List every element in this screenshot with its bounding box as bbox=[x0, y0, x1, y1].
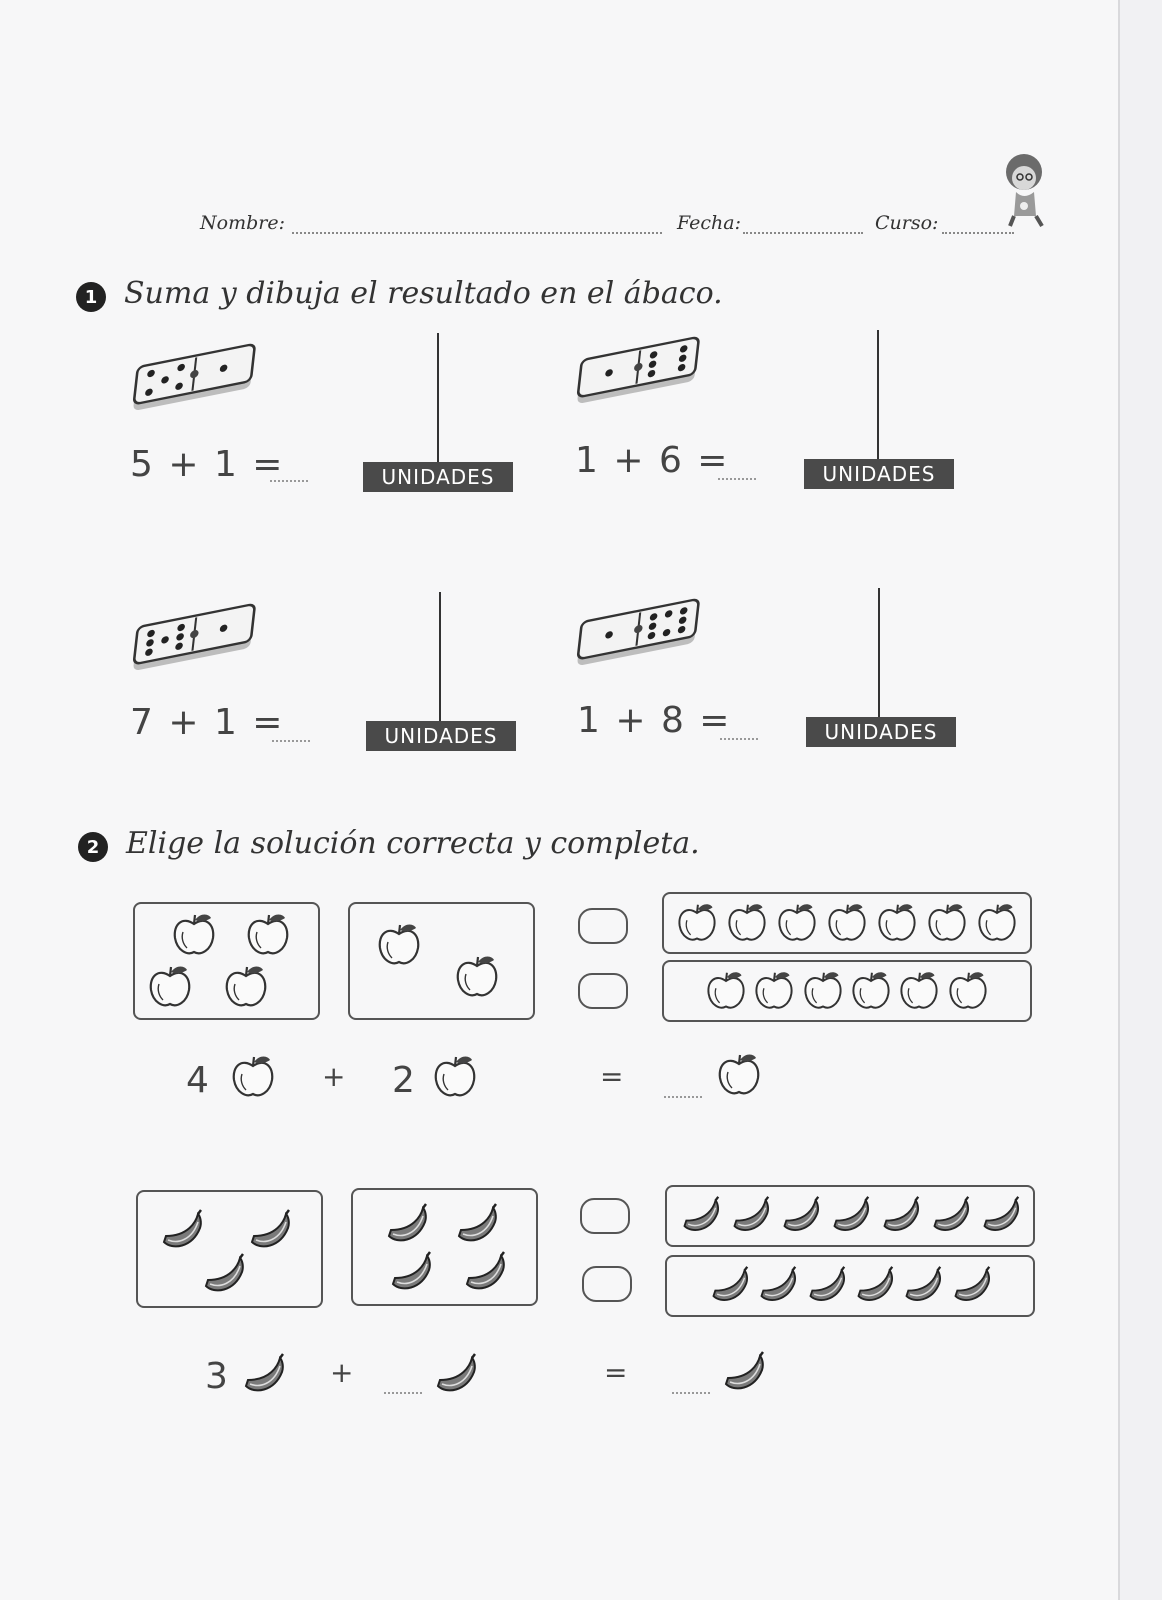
banana-equals-sign: = bbox=[604, 1356, 630, 1389]
banana-icon bbox=[432, 1352, 480, 1402]
banana-group-b bbox=[351, 1188, 538, 1306]
apple-icon bbox=[826, 902, 868, 944]
banana-icon bbox=[461, 1250, 507, 1296]
addition-expression-2: 1 + 6 = bbox=[575, 440, 730, 481]
banana-icon bbox=[829, 1195, 871, 1237]
banana-icon bbox=[387, 1250, 433, 1296]
abacus-base-4: UNIDADES bbox=[806, 717, 956, 747]
apple-icon bbox=[876, 902, 918, 944]
banana-icon bbox=[929, 1195, 971, 1237]
banana-plus-sign: + bbox=[330, 1356, 356, 1389]
answer-blank-2[interactable] bbox=[718, 478, 756, 480]
addition-expression-1: 5 + 1 = bbox=[130, 444, 285, 485]
banana-option-1-checkbox[interactable] bbox=[580, 1198, 630, 1234]
apple-icon bbox=[716, 1052, 762, 1102]
banana-icon bbox=[756, 1265, 798, 1307]
banana-icon bbox=[901, 1265, 943, 1307]
banana-icon bbox=[805, 1265, 847, 1307]
banana-icon bbox=[246, 1208, 292, 1254]
apple-icon bbox=[850, 970, 892, 1012]
addition-expression-4: 1 + 8 = bbox=[577, 700, 732, 741]
abacus-rod-2[interactable] bbox=[877, 330, 879, 460]
apple-icon bbox=[454, 954, 500, 1000]
banana-icon bbox=[950, 1265, 992, 1307]
answer-blank-3[interactable] bbox=[272, 740, 310, 742]
banana-icon bbox=[453, 1202, 499, 1248]
apple-answer-blank[interactable] bbox=[664, 1096, 702, 1098]
banana-group-a bbox=[136, 1190, 323, 1308]
apple-option-1-checkbox[interactable] bbox=[578, 908, 628, 944]
exercise-2-instruction: Elige la solución correcta y completa. bbox=[126, 826, 700, 861]
apple-icon bbox=[230, 1054, 276, 1104]
apple-icon bbox=[976, 902, 1018, 944]
banana-icon bbox=[879, 1195, 921, 1237]
banana-icon bbox=[729, 1195, 771, 1237]
fecha-field[interactable] bbox=[743, 232, 863, 234]
banana-icon bbox=[720, 1350, 768, 1400]
answer-blank-1[interactable] bbox=[270, 480, 308, 482]
banana-answer-blank[interactable] bbox=[672, 1392, 710, 1394]
banana-icon bbox=[200, 1252, 246, 1298]
apple-icon bbox=[223, 964, 269, 1010]
nombre-label: Nombre: bbox=[200, 212, 285, 234]
apple-icon bbox=[376, 922, 422, 968]
apple-option-1-strip[interactable] bbox=[662, 892, 1032, 954]
apple-icon bbox=[753, 970, 795, 1012]
banana-icon bbox=[158, 1208, 204, 1254]
fecha-label: Fecha: bbox=[677, 212, 741, 234]
banana-icon bbox=[979, 1195, 1021, 1237]
apple-icon bbox=[926, 902, 968, 944]
banana-icon bbox=[240, 1352, 288, 1402]
abacus-rod-4[interactable] bbox=[878, 588, 880, 718]
domino-tile-2 bbox=[576, 338, 701, 407]
banana-icon bbox=[383, 1202, 429, 1248]
exercise-1-instruction: Suma y dibuja el resultado en el ábaco. bbox=[124, 276, 723, 311]
apple-icon bbox=[432, 1054, 478, 1104]
apple-icon bbox=[776, 902, 818, 944]
apple-icon bbox=[898, 970, 940, 1012]
banana-second-number-blank[interactable] bbox=[384, 1392, 422, 1394]
apple-icon bbox=[705, 970, 747, 1012]
apple-equals-sign: = bbox=[600, 1060, 626, 1093]
apple-icon bbox=[947, 970, 989, 1012]
apple-group-a bbox=[133, 902, 320, 1020]
abacus-rod-1[interactable] bbox=[437, 333, 439, 463]
banana-option-1-strip[interactable] bbox=[665, 1185, 1035, 1247]
banana-icon bbox=[853, 1265, 895, 1307]
banana-icon bbox=[679, 1195, 721, 1237]
abacus-base-3: UNIDADES bbox=[366, 721, 516, 751]
apple-icon bbox=[245, 912, 291, 958]
nombre-field[interactable] bbox=[292, 232, 662, 234]
banana-first-number: 3 bbox=[205, 1356, 230, 1397]
banana-icon bbox=[779, 1195, 821, 1237]
abacus-base-1: UNIDADES bbox=[363, 462, 513, 492]
apple-plus-sign: + bbox=[322, 1060, 348, 1093]
addition-expression-3: 7 + 1 = bbox=[130, 702, 285, 743]
exercise-2-number: 2 bbox=[78, 832, 108, 862]
apple-icon bbox=[171, 912, 217, 958]
apple-option-2-checkbox[interactable] bbox=[578, 973, 628, 1009]
apple-icon bbox=[802, 970, 844, 1012]
answer-blank-4[interactable] bbox=[720, 738, 758, 740]
banana-option-2-strip[interactable] bbox=[665, 1255, 1035, 1317]
abacus-base-2: UNIDADES bbox=[804, 459, 954, 489]
apple-option-2-strip[interactable] bbox=[662, 960, 1032, 1022]
mascot-icon bbox=[990, 150, 1060, 235]
curso-field[interactable] bbox=[942, 232, 1014, 234]
exercise-1-number: 1 bbox=[76, 282, 106, 312]
domino-tile-1 bbox=[132, 345, 257, 414]
banana-option-2-checkbox[interactable] bbox=[582, 1266, 632, 1302]
curso-label: Curso: bbox=[875, 212, 939, 234]
apple-second-number: 2 bbox=[392, 1060, 417, 1101]
apple-icon bbox=[676, 902, 718, 944]
apple-group-b bbox=[348, 902, 535, 1020]
apple-icon bbox=[726, 902, 768, 944]
abacus-rod-3[interactable] bbox=[439, 592, 441, 722]
domino-tile-4 bbox=[576, 600, 701, 669]
banana-icon bbox=[708, 1265, 750, 1307]
apple-icon bbox=[147, 964, 193, 1010]
domino-tile-3 bbox=[132, 605, 257, 674]
apple-first-number: 4 bbox=[186, 1060, 211, 1101]
